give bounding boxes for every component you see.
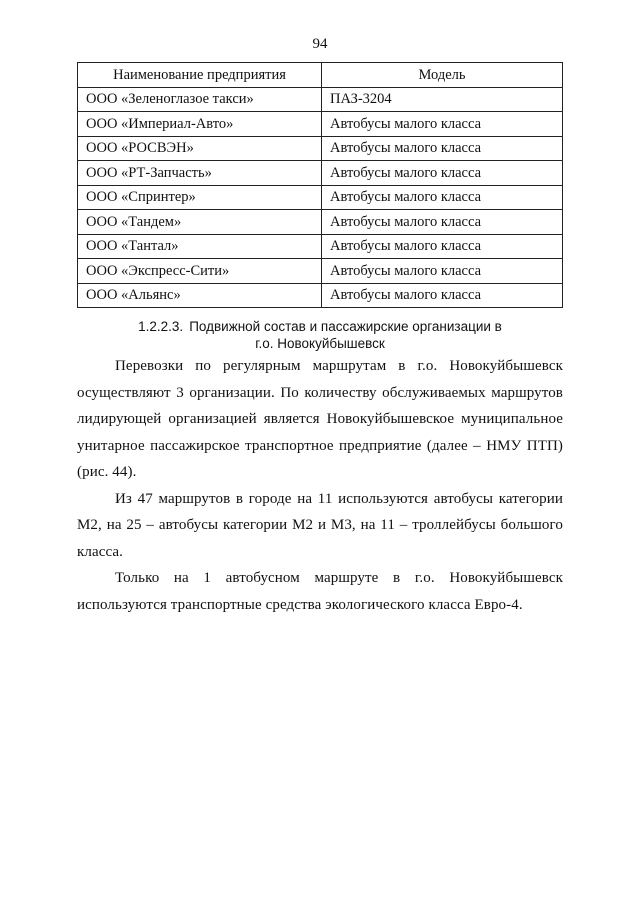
page-number: 94 xyxy=(312,36,328,52)
section-heading xyxy=(77,318,563,352)
model-cell: Автобусы малого класса xyxy=(322,161,563,186)
model-cell: Автобусы малого класса xyxy=(322,259,563,284)
paragraph: Только на 1 автобусном маршруте в г.о. Новокуйбышевск используются транспортные средства экологического класса Евро-4. xyxy=(77,570,563,613)
table-row xyxy=(78,87,563,112)
enterprise-name-cell: ООО «Тандем» xyxy=(78,210,322,235)
model-cell: Автобусы малого класса xyxy=(322,112,563,137)
enterprise-name-cell: ООО «РТ-Запчасть» xyxy=(78,161,322,186)
section-number: 1.2.2.3. xyxy=(138,319,184,334)
enterprise-name-cell: ООО «Тантал» xyxy=(78,234,322,259)
table-row xyxy=(78,210,563,235)
column-header-model: Модель xyxy=(322,63,563,88)
section-heading-line-1 xyxy=(77,318,563,335)
enterprises-table xyxy=(77,62,563,308)
table-row xyxy=(78,259,563,284)
model-cell: Автобусы малого класса xyxy=(322,185,563,210)
model-cell: Автобусы малого класса xyxy=(322,210,563,235)
enterprise-name-cell: ООО «Зеленоглазое такси» xyxy=(78,87,322,112)
enterprise-name-cell: ООО «Спринтер» xyxy=(78,185,322,210)
section-title-part-1: Подвижной состав и пассажирские организации в xyxy=(189,319,502,334)
table-row xyxy=(78,112,563,137)
model-cell: ПАЗ-3204 xyxy=(322,87,563,112)
body-text xyxy=(77,353,563,618)
paragraph: Перевозки по регулярным маршрутам в г.о. Новокуйбышевск осуществляют 3 организации. По количеству обслуживаемых маршрутов лидирующей организацией является Новокуйбышевское муниципальное унитарное пассажирское транспортное предприятие (далее – НМУ ПТП) (рис. 44). xyxy=(77,358,563,480)
table-row xyxy=(78,234,563,259)
table-row xyxy=(78,136,563,161)
table-row xyxy=(78,161,563,186)
paragraph: Из 47 маршрутов в городе на 11 используются автобусы категории М2, на 25 – автобусы категории М2 и М3, на 11 – троллейбусы большого класса. xyxy=(77,490,563,560)
model-cell: Автобусы малого класса xyxy=(322,136,563,161)
enterprise-name-cell: ООО «РОСВЭН» xyxy=(78,136,322,161)
enterprise-name-cell: ООО «Экспресс-Сити» xyxy=(78,259,322,284)
enterprise-name-cell: ООО «Империал-Авто» xyxy=(78,112,322,137)
section-title-part-2: г.о. Новокуйбышевск xyxy=(255,336,385,351)
model-cell: Автобусы малого класса xyxy=(322,283,563,308)
table-header-row xyxy=(78,63,563,88)
table-row xyxy=(78,185,563,210)
column-header-enterprise-name: Наименование предприятия xyxy=(78,63,322,88)
model-cell: Автобусы малого класса xyxy=(322,234,563,259)
enterprise-name-cell: ООО «Альянс» xyxy=(78,283,322,308)
table-row xyxy=(78,283,563,308)
